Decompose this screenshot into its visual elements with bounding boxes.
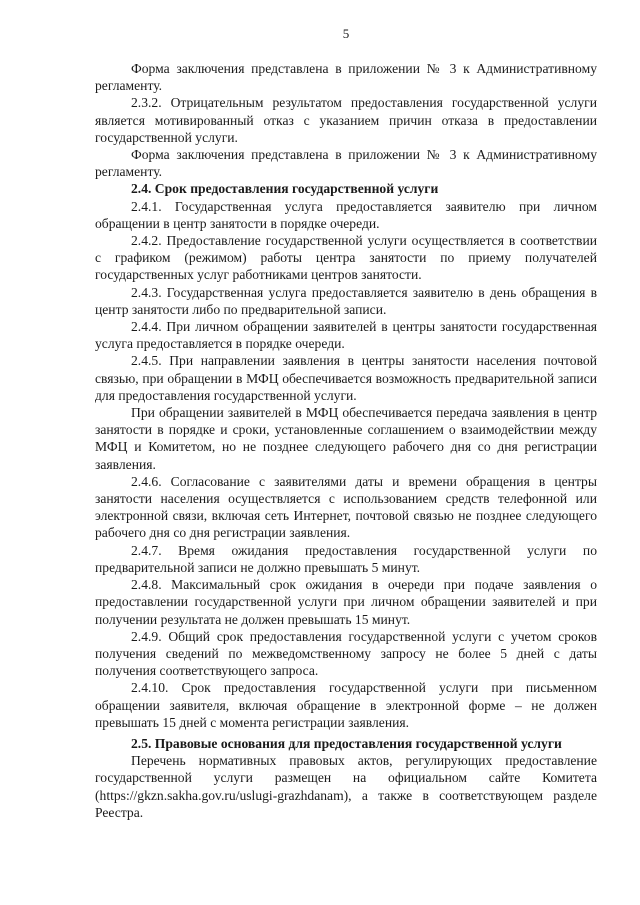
page-number: 5 xyxy=(342,26,350,41)
paragraph: 2.4.2. Предоставление государственной услуги осуществляется в соответствии с графиком (режимом) работы центра занятости по приему получателей государственных услуг работниками центров занятости. xyxy=(95,233,597,283)
paragraph: 2.4.4. При личном обращении заявителей в центры занятости государственная услуга предоставляется в порядке очереди. xyxy=(95,319,597,352)
paragraph: Форма заключения представлена в приложении № 3 к Административному регламенту. xyxy=(95,61,597,94)
paragraph: 2.4.10. Срок предоставления государственной услуги при письменном обращении заявителя, включая обращение в электронной форме – не должен превышать 15 дней с момента регистрации заявления. xyxy=(95,680,597,730)
paragraph: Форма заключения представлена в приложении № 3 к Административному регламенту. xyxy=(95,147,597,180)
paragraph: 2.4.3. Государственная услуга предоставляется заявителю в день обращения в центр занятости либо по предварительной записи. xyxy=(95,284,597,317)
paragraph: 2.4.9. Общий срок предоставления государственной услуги с учетом сроков получения сведений по межведомственному запросу не более 5 дней с даты получения соответствующего запроса. xyxy=(95,628,597,679)
paragraph: 2.4.5. При направлении заявления в центры занятости населения почтовой связью, при обращении в МФЦ обеспечивается возможность предварительной записи для предоставления государственной услуги. xyxy=(95,353,597,403)
document-page xyxy=(95,26,597,821)
paragraph: Перечень нормативных правовых актов, регулирующих предоставление государственной услуги размещен на официальном сайте Комитета (https://gkzn.sakha.gov.ru/uslugi-grazhdanam), а также в соответствующем разделе Реестра. xyxy=(95,753,597,820)
section-heading: 2.5. Правовые основания для предоставления государственной услуги xyxy=(131,735,562,751)
document-body xyxy=(95,60,597,821)
section-heading: 2.4. Срок предоставления государственной услуги xyxy=(131,181,439,197)
paragraph: 2.4.6. Согласование с заявителями даты и времени обращения в центры занятости населения осуществляется с использованием средств телефонной или электронной связи, включая сеть Интернет, почтовой связью не позднее следующего рабочего дня со дня регистрации заявления. xyxy=(95,473,597,541)
paragraph: 2.4.8. Максимальный срок ожидания в очереди при подаче заявления о предоставлении государственной услуги при личном обращении заявителей и при получении результата не должен превышать 15 минут. xyxy=(95,577,597,627)
paragraph: 2.4.7. Время ожидания предоставления государственной услуги по предварительной записи не должно превышать 5 минут. xyxy=(95,542,597,575)
paragraph: 2.3.2. Отрицательным результатом предоставления государственной услуги является мотивированный отказ с указанием причин отказа в предоставлении государственной услуги. xyxy=(95,95,597,145)
paragraph: 2.4.1. Государственная услуга предоставляется заявителю при личном обращении в центр занятости в порядке очереди. xyxy=(95,198,597,231)
paragraph: При обращении заявителей в МФЦ обеспечивается передача заявления в центр занятости в порядке и сроки, установленные соглашением о взаимодействии между МФЦ и Комитетом, но не позднее следующего рабочего дня со дня регистрации заявления. xyxy=(95,405,597,472)
